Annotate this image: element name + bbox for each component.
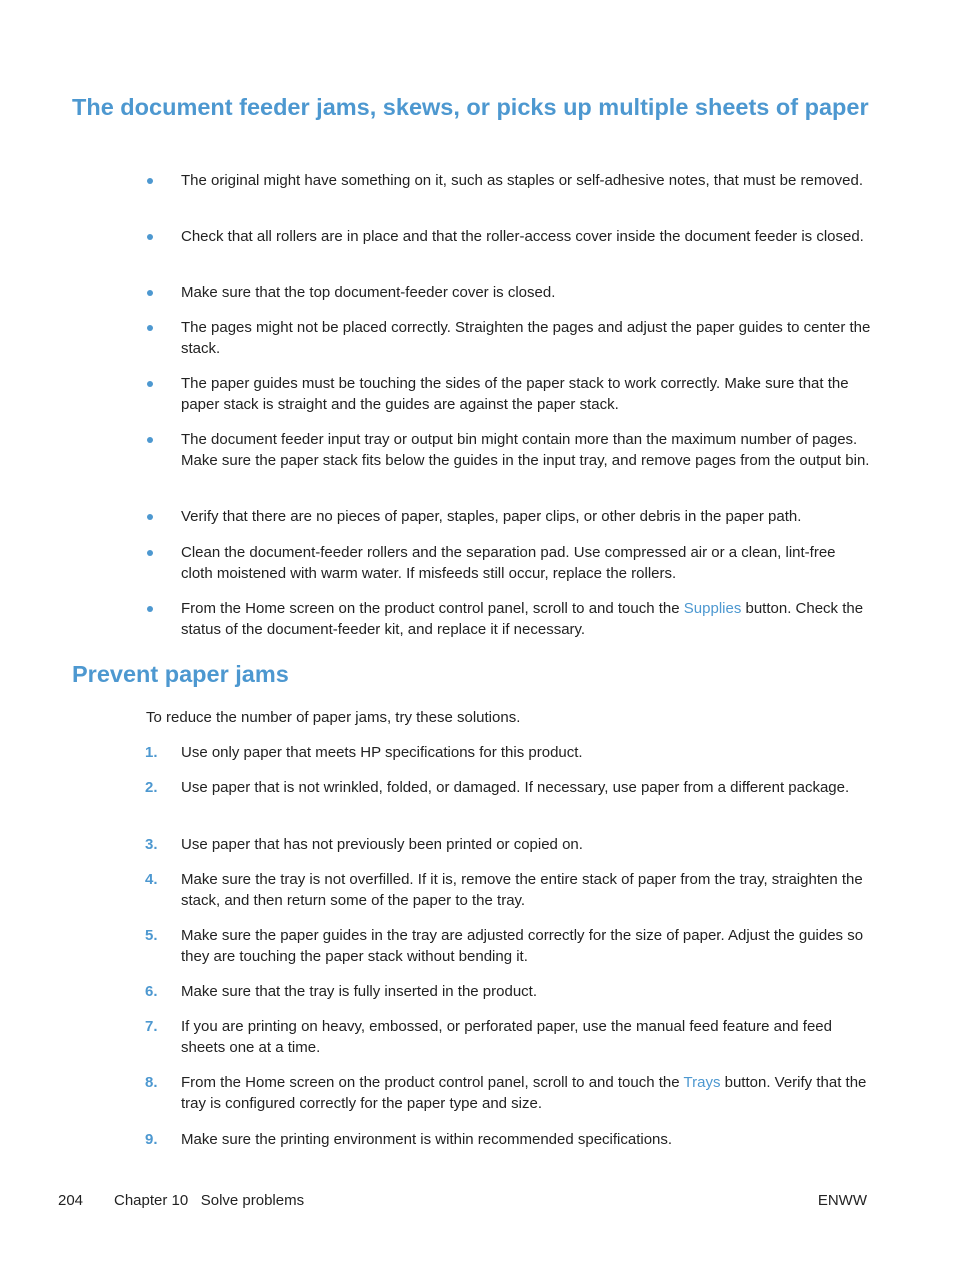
bullet-icon: [147, 606, 153, 612]
step-number: 7.: [145, 1018, 158, 1035]
bullet-icon: [147, 437, 153, 443]
list-item: Use only paper that meets HP specifications for this product.: [181, 744, 583, 761]
list-item: The pages might not be placed correctly. Straighten the pages and adjust the paper guides to center the stack.: [181, 319, 871, 357]
list-item: [181, 1072, 871, 1114]
bullet-icon: [147, 234, 153, 240]
step-number: 3.: [145, 836, 158, 853]
list-item: Make sure that the top document-feeder cover is closed.: [181, 284, 556, 301]
list-item: Use paper that is not wrinkled, folded, or damaged. If necessary, use paper from a different package.: [181, 779, 850, 796]
step-number: 9.: [145, 1131, 158, 1148]
list-item: The original might have something on it, such as staples or self-adhesive notes, that must be removed.: [181, 172, 864, 189]
list-item-text: From the Home screen on the product control panel, scroll to and touch the: [181, 1074, 684, 1091]
list-item: The document feeder input tray or output bin might contain more than the maximum number of pages. Make sure the paper stack fits below the guides in the input tray, and remove pages from the output bin.: [181, 431, 870, 469]
chapter-label: Chapter 10 Solve problems: [114, 1192, 305, 1209]
bullet-icon: [147, 381, 153, 387]
list-item: Verify that there are no pieces of paper, staples, paper clips, or other debris in the paper path.: [181, 508, 802, 525]
list-item: Make sure the tray is not overfilled. If it is, remove the entire stack of paper from the tray, straighten the stack, and then return some of the paper to the tray.: [181, 871, 863, 909]
list-item: Clean the document-feeder rollers and the separation pad. Use compressed air or a clean, lint-free cloth moistened with warm water. If misfeeds still occur, replace the rollers.: [181, 544, 836, 582]
list-item: Make sure the printing environment is within recommended specifications.: [181, 1131, 673, 1148]
step-number: 4.: [145, 871, 158, 888]
bullet-icon: [147, 514, 153, 520]
list-item: [181, 598, 871, 640]
footer-code: ENWW: [817, 1192, 867, 1209]
page-number: 204: [58, 1192, 84, 1209]
list-item: The paper guides must be touching the sides of the paper stack to work correctly. Make sure that the paper stack is straight and the guides are against the paper stack.: [181, 375, 849, 413]
section-title-prevent-paper-jams: Prevent paper jams: [72, 661, 289, 687]
list-item: Check that all rollers are in place and that the roller-access cover inside the document feeder is closed.: [181, 228, 864, 245]
bullet-icon: [147, 325, 153, 331]
bullet-icon: [147, 290, 153, 296]
list-item-text: From the Home screen on the product control panel, scroll to and touch the: [181, 600, 684, 617]
step-number: 6.: [145, 983, 158, 1000]
step-number: 5.: [145, 927, 158, 944]
bullet-icon: [147, 550, 153, 556]
step-number: 8.: [145, 1074, 158, 1091]
intro-text: To reduce the number of paper jams, try these solutions.: [146, 709, 521, 726]
section-title-document-feeder: The document feeder jams, skews, or picks up multiple sheets of paper: [72, 94, 869, 120]
trays-button-link[interactable]: Trays: [683, 1074, 721, 1091]
bullet-icon: [147, 178, 153, 184]
list-item: Make sure that the tray is fully inserted in the product.: [181, 983, 538, 1000]
step-number: 2.: [145, 779, 158, 796]
list-item: If you are printing on heavy, embossed, or perforated paper, use the manual feed feature and feed sheets one at a time.: [181, 1018, 832, 1056]
step-number: 1.: [145, 744, 158, 761]
supplies-button-link[interactable]: Supplies: [683, 600, 742, 617]
list-item: Use paper that has not previously been printed or copied on.: [181, 836, 583, 853]
list-item-text: button. Verify that the tray is configured correctly for the paper type and size.: [181, 1074, 867, 1112]
list-item: Make sure the paper guides in the tray are adjusted correctly for the size of paper. Adjust the guides so they are touching the paper stack without bending it.: [181, 927, 864, 965]
list-item-text: button. Check the status of the document-feeder kit, and replace it if necessary.: [181, 600, 864, 638]
